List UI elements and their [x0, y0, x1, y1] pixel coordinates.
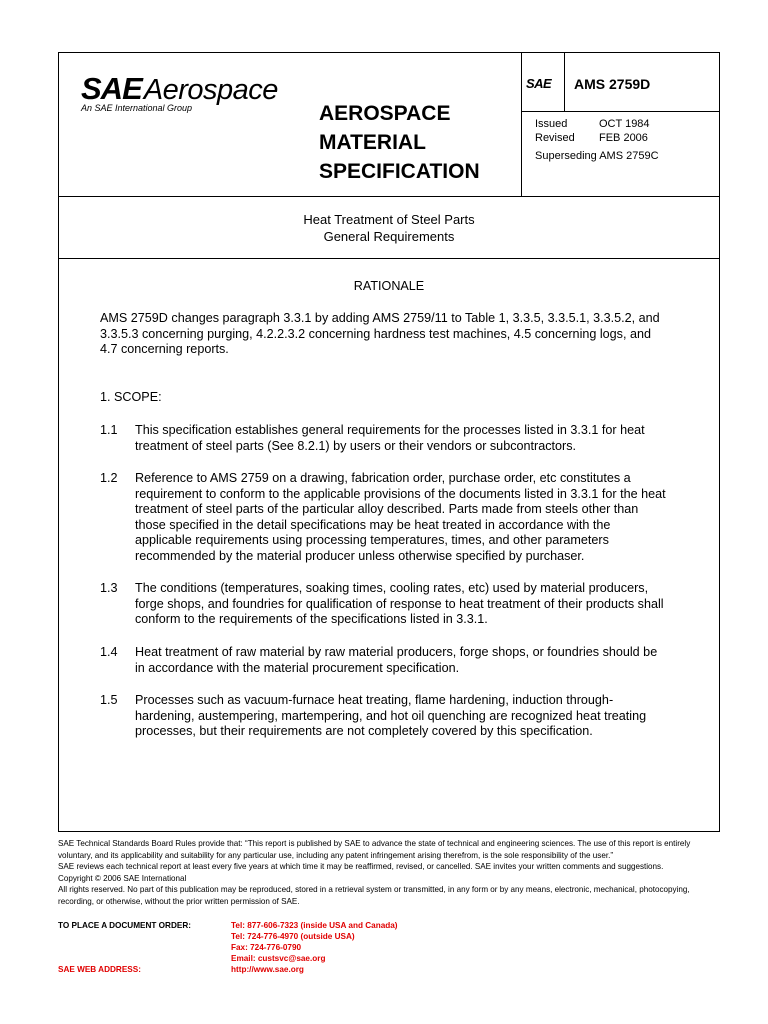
- paragraph-number: 1.1: [100, 423, 118, 437]
- paragraph-number: 1.5: [100, 693, 118, 707]
- rights-line: recording, or otherwise, without the prior written permission of SAE.: [58, 896, 300, 906]
- web-url-link[interactable]: http://www.sae.org: [231, 965, 304, 974]
- doc-type-line2: MATERIAL: [319, 131, 426, 154]
- revised-label: Revised: [535, 132, 575, 144]
- paragraph-line: recommended by the material producer unless otherwise specified by purchaser.: [135, 548, 585, 563]
- document-frame: [58, 52, 720, 832]
- rules-line: SAE Technical Standards Board Rules provide that: “This report is published by SAE to advance the state of technical and engineering sciences. The use of this report is entirely: [58, 839, 691, 848]
- footer-legal: [58, 838, 722, 907]
- paragraph-line: conform to the requirements of the specifications listed in 3.3.1.: [135, 612, 488, 627]
- logo-tagline: An SAE International Group: [81, 103, 193, 113]
- sae-aerospace-logo: [81, 71, 278, 113]
- paragraph-number: 1.2: [100, 471, 118, 485]
- doc-type-line1: AEROSPACE: [319, 102, 451, 125]
- paragraph-line: Reference to AMS 2759 on a drawing, fabrication order, purchase order, etc constitutes a: [135, 471, 631, 485]
- paragraph-line: Processes such as vacuum-furnace heat treating, flame hardening, induction through-: [135, 693, 614, 707]
- issue-dates: [535, 117, 650, 145]
- paragraph-line: Heat treatment of raw material by raw material producers, forge shops, or foundries should be: [135, 645, 658, 659]
- paragraph-line: hardening, austempering, martempering, and hot oil quenching are recognized heat treating: [135, 708, 647, 723]
- sae-small-logo: SAE: [526, 76, 552, 91]
- document-title: [59, 196, 719, 259]
- paragraph-line: those specified in the detail specifications may be heat treated in accordance with the: [135, 517, 611, 532]
- ams-number: AMS 2759D: [574, 76, 651, 92]
- review-note: SAE reviews each technical report at least every five years at which time it may be reaffirmed, revised, or cancelled. SAE invites your written comments and suggestions.: [58, 862, 664, 871]
- issued-date: OCT 1984: [599, 118, 650, 130]
- divider: [521, 111, 719, 112]
- fax-number: Fax: 724-776-0790: [231, 943, 302, 952]
- issued-label: Issued: [535, 118, 568, 130]
- paragraph-line: in accordance with the material procurement specification.: [135, 660, 460, 675]
- rationale-line: 3.3.5.3 concerning purging, 4.2.2.3.2 concerning hardness test machines, 4.5 concerning logs, and: [100, 326, 651, 341]
- tel-inside-usa: Tel: 877-606-7323 (inside USA and Canada): [231, 921, 398, 930]
- paragraph-number: 1.4: [100, 645, 118, 659]
- paragraph-line: This specification establishes general requirements for the processes listed in 3.3.1 for heat: [135, 423, 645, 437]
- tel-outside-usa: Tel: 724-776-4970 (outside USA): [231, 932, 355, 941]
- order-label: TO PLACE A DOCUMENT ORDER:: [58, 921, 191, 930]
- title-line1: Heat Treatment of Steel Parts: [303, 212, 475, 227]
- web-address-label: SAE WEB ADDRESS:: [58, 965, 141, 974]
- doc-type-line3: SPECIFICATION: [319, 160, 480, 183]
- rationale-heading: RATIONALE: [353, 279, 425, 293]
- logo-sae-text: SAE: [81, 71, 142, 106]
- rationale-body: [100, 311, 690, 358]
- revised-date: FEB 2006: [599, 132, 648, 144]
- divider: [564, 53, 565, 111]
- copyright: Copyright © 2006 SAE International: [58, 873, 187, 883]
- paragraph-number: 1.3: [100, 581, 118, 595]
- superseding-note: Superseding AMS 2759C: [535, 150, 659, 162]
- paragraph-line: The conditions (temperatures, soaking times, cooling rates, etc) used by material producers,: [135, 581, 649, 595]
- rationale-line: AMS 2759D changes paragraph 3.3.1 by adding AMS 2759/11 to Table 1, 3.3.5, 3.3.5.1, 3.3.5.2, and: [100, 311, 660, 325]
- divider: [521, 53, 522, 196]
- scope-heading: 1. SCOPE:: [100, 390, 162, 404]
- document-type: [319, 99, 480, 186]
- rationale-line: 4.7 concerning reports.: [100, 342, 229, 357]
- header-row: [59, 53, 719, 197]
- paragraph-line: applicable requirements using processing temperatures, times, and other parameters: [135, 533, 609, 548]
- paragraph-line: treatment of steel parts (See 8.2.1) by users or their vendors or subcontractors.: [135, 438, 576, 453]
- rules-line: voluntary, and its applicability and suitability for any particular use, including any patent infringement arising therefrom, is the sole responsibility of the user.”: [58, 850, 614, 860]
- paragraph-line: forge shops, and foundries for qualification of response to heat treatment of their products shall: [135, 596, 664, 611]
- paragraph-line: processes, but their requirements are not completely covered by this specification.: [135, 724, 593, 739]
- logo-aerospace-text: Aerospace: [143, 74, 278, 106]
- title-line2: General Requirements: [323, 229, 455, 244]
- paragraph-line: requirement to conform to the applicable provisions of the documents listed in 3.3.1 for the heat: [135, 486, 666, 501]
- rights-line: All rights reserved. No part of this publication may be reproduced, stored in a retrieval system or transmitted, in any form or by any means, electronic, mechanical, photocopying,: [58, 885, 690, 894]
- email-address[interactable]: Email: custsvc@sae.org: [231, 954, 326, 963]
- paragraph-line: treatment of steel parts of the particular alloy described. Parts made from steels other than: [135, 502, 639, 517]
